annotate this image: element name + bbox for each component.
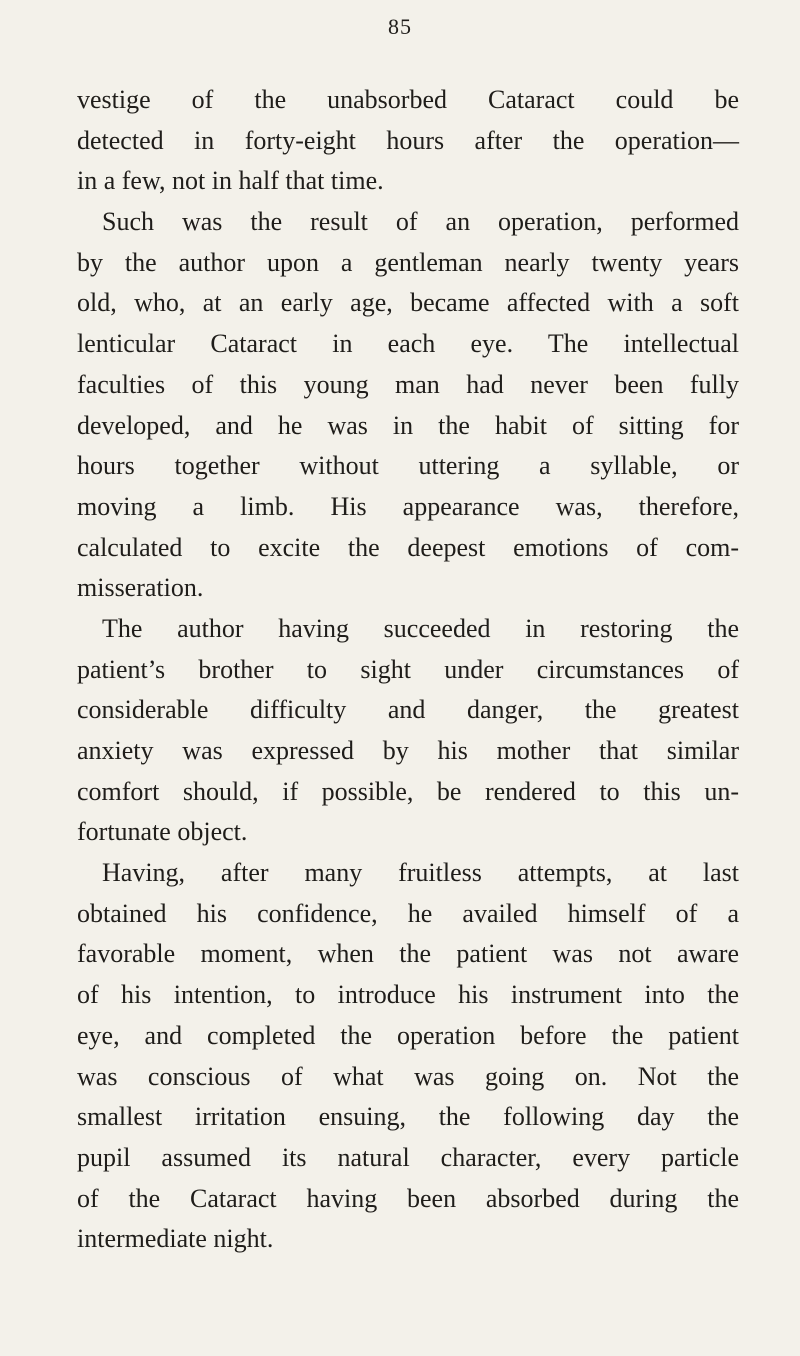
text-line: faculties of this young man had never been fully <box>77 369 739 399</box>
text-line: eye, and completed the operation before the patient <box>77 1020 739 1050</box>
text-line: intermediate night. <box>77 1224 274 1254</box>
text-line: detected in forty-eight hours after the operation— <box>77 125 739 155</box>
text-line: smallest irritation ensuing, the following day the <box>77 1102 739 1132</box>
text-line: comfort should, if possible, be rendered to this un- <box>77 776 739 806</box>
text-line: fortunate object. <box>77 817 248 847</box>
text-line: patient’s brother to sight under circumstances of <box>77 654 739 684</box>
text-line: hours together without uttering a syllable, or <box>77 451 739 481</box>
text-line: pupil assumed its natural character, every particle <box>77 1142 739 1172</box>
text-line: was conscious of what was going on. Not the <box>77 1061 739 1091</box>
page-number: 85 <box>388 14 412 39</box>
text-line: Such was the result of an operation, performed <box>102 207 739 237</box>
text-line: in a few, not in half that time. <box>77 166 384 196</box>
text-line: of the Cataract having been absorbed during the <box>77 1183 739 1213</box>
text-line: favorable moment, when the patient was not aware <box>77 939 739 969</box>
text-line: calculated to excite the deepest emotions of com- <box>77 532 739 562</box>
text-line: misseration. <box>77 573 204 603</box>
page-body-text <box>77 80 739 1260</box>
text-line: lenticular Cataract in each eye. The intellectual <box>77 329 739 359</box>
text-line: of his intention, to introduce his instrument into the <box>77 980 739 1010</box>
text-line: obtained his confidence, he availed himself of a <box>77 898 739 928</box>
text-line: developed, and he was in the habit of sitting for <box>77 410 739 440</box>
text-line: old, who, at an early age, became affected with a soft <box>77 288 739 318</box>
text-line: vestige of the unabsorbed Cataract could be <box>77 85 739 114</box>
text-line: The author having succeeded in restoring the <box>102 613 739 643</box>
text-line: Having, after many fruitless attempts, at last <box>102 858 739 888</box>
text-line: anxiety was expressed by his mother that similar <box>77 736 739 765</box>
text-line: considerable difficulty and danger, the greatest <box>77 695 739 725</box>
text-line: by the author upon a gentleman nearly twenty years <box>77 247 739 277</box>
text-line: moving a limb. His appearance was, therefore, <box>77 491 739 521</box>
